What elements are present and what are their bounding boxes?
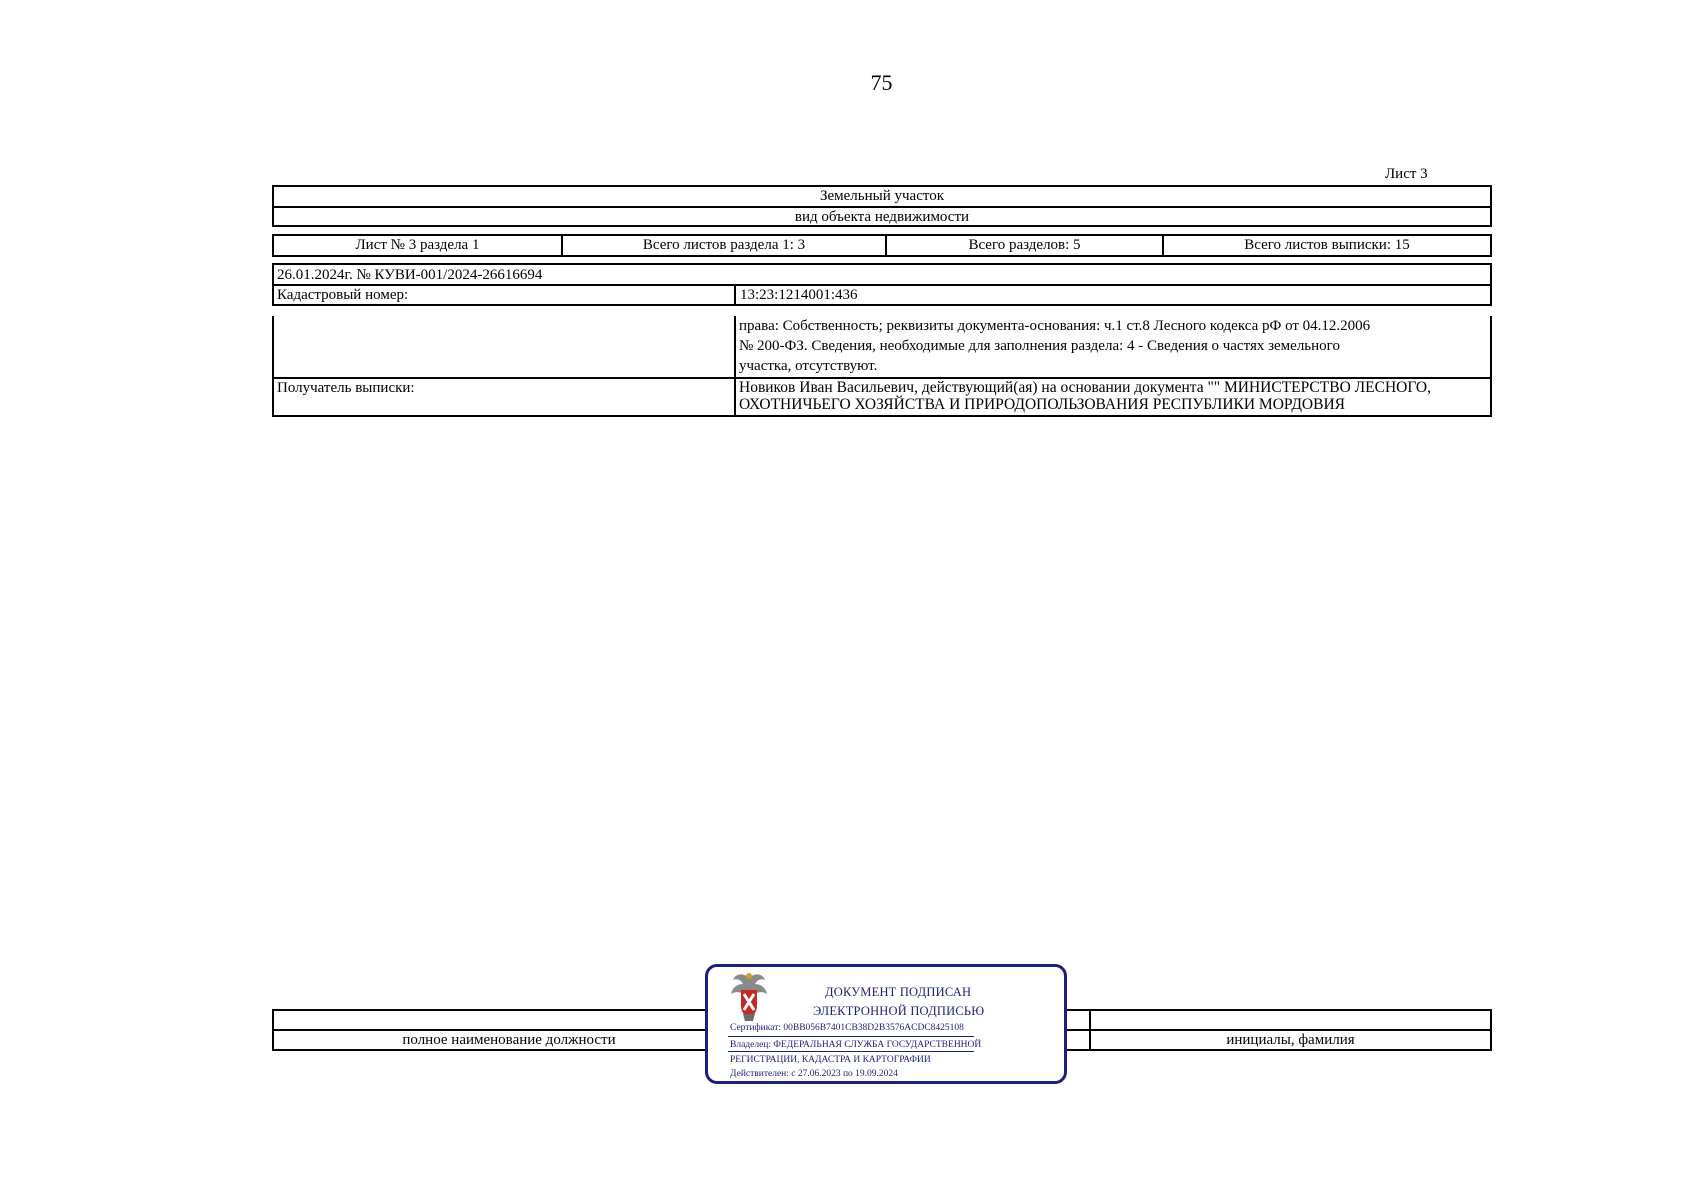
document-reference: 26.01.2024г. № КУВИ-001/2024-26616694 xyxy=(277,267,543,283)
position-caption: полное наименование должности xyxy=(402,1032,616,1048)
sheet-info-cell: Всего листов выписки: 15 xyxy=(1244,237,1410,253)
stamp-divider xyxy=(728,1051,974,1052)
sheet-info-cell: Лист № 3 раздела 1 xyxy=(274,236,563,255)
object-type-row xyxy=(274,187,1490,208)
sheet-info-table xyxy=(272,234,1492,257)
object-type: Земельный участок xyxy=(819,188,945,204)
stamp-certificate: Сертификат: 00BB056B7401CB38D2B3576ACDC8425108 xyxy=(730,1023,964,1033)
column-divider xyxy=(734,316,736,415)
document-reference-row xyxy=(274,265,1490,286)
document-reference-box xyxy=(272,263,1492,306)
recipient-label: Получатель выписки: xyxy=(277,380,415,396)
object-caption-row xyxy=(274,208,1490,227)
stamp-owner-line1: Владелец: ФЕДЕРАЛЬНАЯ СЛУЖБА ГОСУДАРСТВЕННОЙ xyxy=(730,1040,982,1050)
stamp-title-line2: ЭЛЕКТРОННОЙ ПОДПИСЬЮ xyxy=(813,1004,985,1018)
electronic-signature-stamp xyxy=(705,964,1067,1084)
object-caption: вид объекта недвижимости xyxy=(794,209,970,225)
column-divider xyxy=(734,284,736,305)
stamp-title-line1: ДОКУМЕНТ ПОДПИСАН xyxy=(825,985,972,999)
rights-text xyxy=(739,316,1479,376)
sheet-info-cell: Всего листов раздела 1: 3 xyxy=(563,236,887,255)
rights-recipient-box xyxy=(272,316,1492,417)
object-type-box xyxy=(272,185,1492,227)
cadastral-row xyxy=(274,286,1490,304)
rights-line: права: Собственность; реквизиты документа-основания: ч.1 ст.8 Лесного кодекса рФ от 04.12.2006 xyxy=(739,318,1371,334)
rosreestr-emblem-icon xyxy=(727,970,771,1022)
stamp-validity: Действителен: с 27.06.2023 по 19.09.2024 xyxy=(730,1069,898,1079)
rights-line: № 200-ФЗ. Сведения, необходимые для заполнения раздела: 4 - Сведения о частях земельного xyxy=(739,338,1340,354)
cadastral-label: Кадастровый номер: xyxy=(277,287,409,303)
sheet-info-cell: Всего разделов: 5 xyxy=(887,236,1164,255)
name-caption: инициалы, фамилия xyxy=(1226,1032,1355,1048)
recipient-line: Новиков Иван Васильевич, действующий(ая) на основании документа "" МИНИСТЕРСТВО ЛЕСНОГО, xyxy=(739,379,1431,396)
recipient-line: ОХОТНИЧЬЕГО ХОЗЯЙСТВА И ПРИРОДОПОЛЬЗОВАНИЯ РЕСПУБЛИКИ МОРДОВИЯ xyxy=(739,396,1345,413)
sheet-label: Лист 3 xyxy=(1385,166,1428,182)
page-number: 75 xyxy=(870,70,893,95)
recipient-value xyxy=(739,379,1489,413)
stamp-owner-line2: РЕГИСТРАЦИИ, КАДАСТРА И КАРТОГРАФИИ xyxy=(730,1055,931,1065)
cadastral-number: 13:23:1214001:436 xyxy=(740,287,858,303)
stamp-divider xyxy=(728,1036,974,1037)
rights-line: участка, отсутствуют. xyxy=(739,358,878,374)
